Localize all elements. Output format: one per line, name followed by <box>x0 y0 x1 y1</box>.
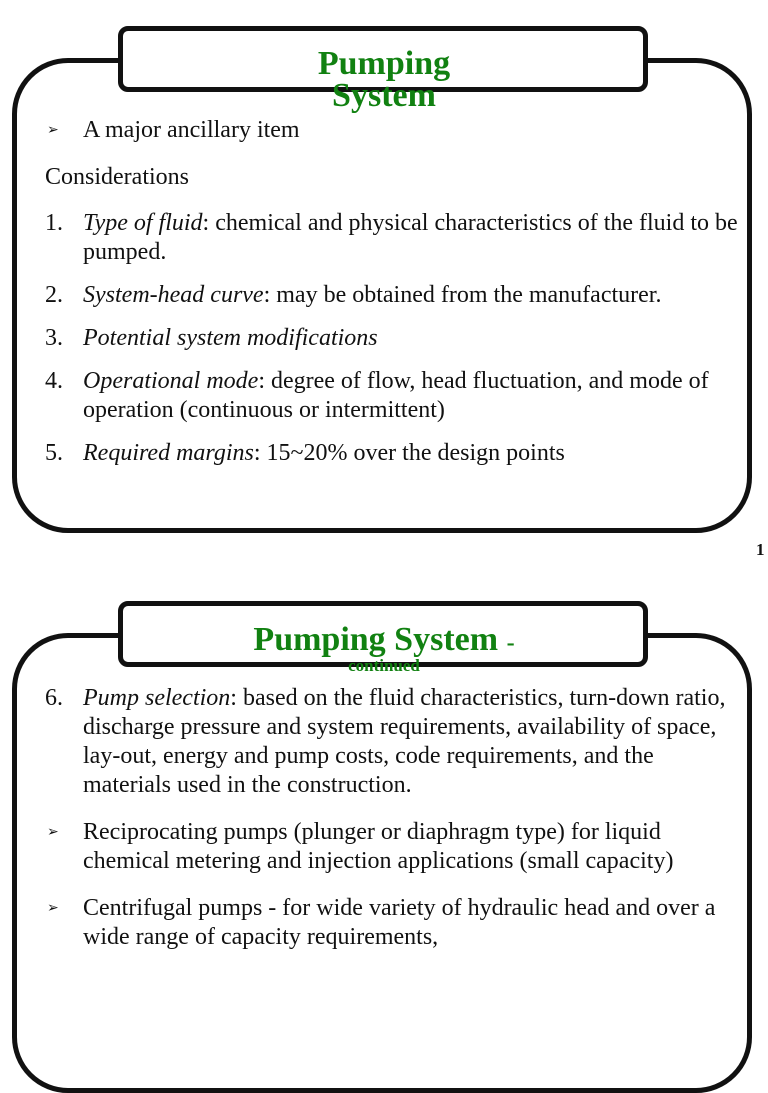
arrowhead-bullet-icon: ➢ <box>47 901 59 916</box>
consideration-item-2 <box>45 281 740 310</box>
item-number: 3. <box>45 325 63 351</box>
consideration-item-4 <box>45 367 740 425</box>
item-number: 6. <box>45 685 63 711</box>
item-description: : degree of flow, head fluctuation, and mode of operation (continuous or intermittent) <box>83 368 709 423</box>
slide-1-bullet-text: A major ancillary item <box>83 117 300 143</box>
slide-2-content <box>45 684 740 966</box>
pump-type-bullet <box>45 818 740 876</box>
item-term: Potential system modifications <box>83 325 378 351</box>
item-term: Required margins <box>83 440 254 466</box>
consideration-item-3 <box>45 324 740 353</box>
arrowhead-bullet-icon: ➢ <box>47 123 59 138</box>
item-number: 4. <box>45 368 63 394</box>
item-number: 2. <box>45 282 63 308</box>
slide-1-content <box>45 116 740 482</box>
arrowhead-bullet-icon: ➢ <box>47 825 59 840</box>
slide-1-bullet-item <box>45 116 740 145</box>
slide-2-title-dash: - <box>506 630 515 656</box>
page-number: 1 <box>756 540 765 559</box>
consideration-item-1 <box>45 209 740 267</box>
pump-type-text: Centrifugal pumps - for wide variety of hydraulic head and over a wide range of capacity requirements, <box>83 895 716 950</box>
slide-1-title-line1: Pumping <box>317 45 451 82</box>
pump-type-text: Reciprocating pumps (plunger or diaphragm type) for liquid chemical metering and injection applications (small capacity) <box>83 819 674 874</box>
pump-type-bullet <box>45 894 740 952</box>
slide-2-title-main: Pumping System <box>253 621 499 658</box>
item-term: Type of fluid <box>83 210 203 236</box>
considerations-heading: Considerations <box>45 164 189 190</box>
item-number: 1. <box>45 210 63 236</box>
item-term: System-head curve <box>83 282 264 308</box>
slide-2-title-sub: continued <box>348 656 420 675</box>
consideration-item-5 <box>45 439 740 468</box>
item-description: : 15~20% over the design points <box>253 440 565 466</box>
item-description: : chemical and physical characteristics of the fluid to be pumped. <box>83 210 738 265</box>
item-description: : may be obtained from the manufacturer. <box>263 282 662 308</box>
item-number: 5. <box>45 440 63 466</box>
slide-2-title <box>0 622 768 675</box>
slide-1-title-line2: System <box>332 77 436 114</box>
slide-1-title <box>0 45 768 114</box>
item-term: Pump selection <box>83 685 231 711</box>
selection-item-6 <box>45 684 740 800</box>
item-term: Operational mode <box>83 368 259 394</box>
item-description: : based on the fluid characteristics, turn-down ratio, discharge pressure and system requirements, availability of space, lay-out, energy and pump costs, code requirements, and the materials used in the construction. <box>83 685 726 798</box>
